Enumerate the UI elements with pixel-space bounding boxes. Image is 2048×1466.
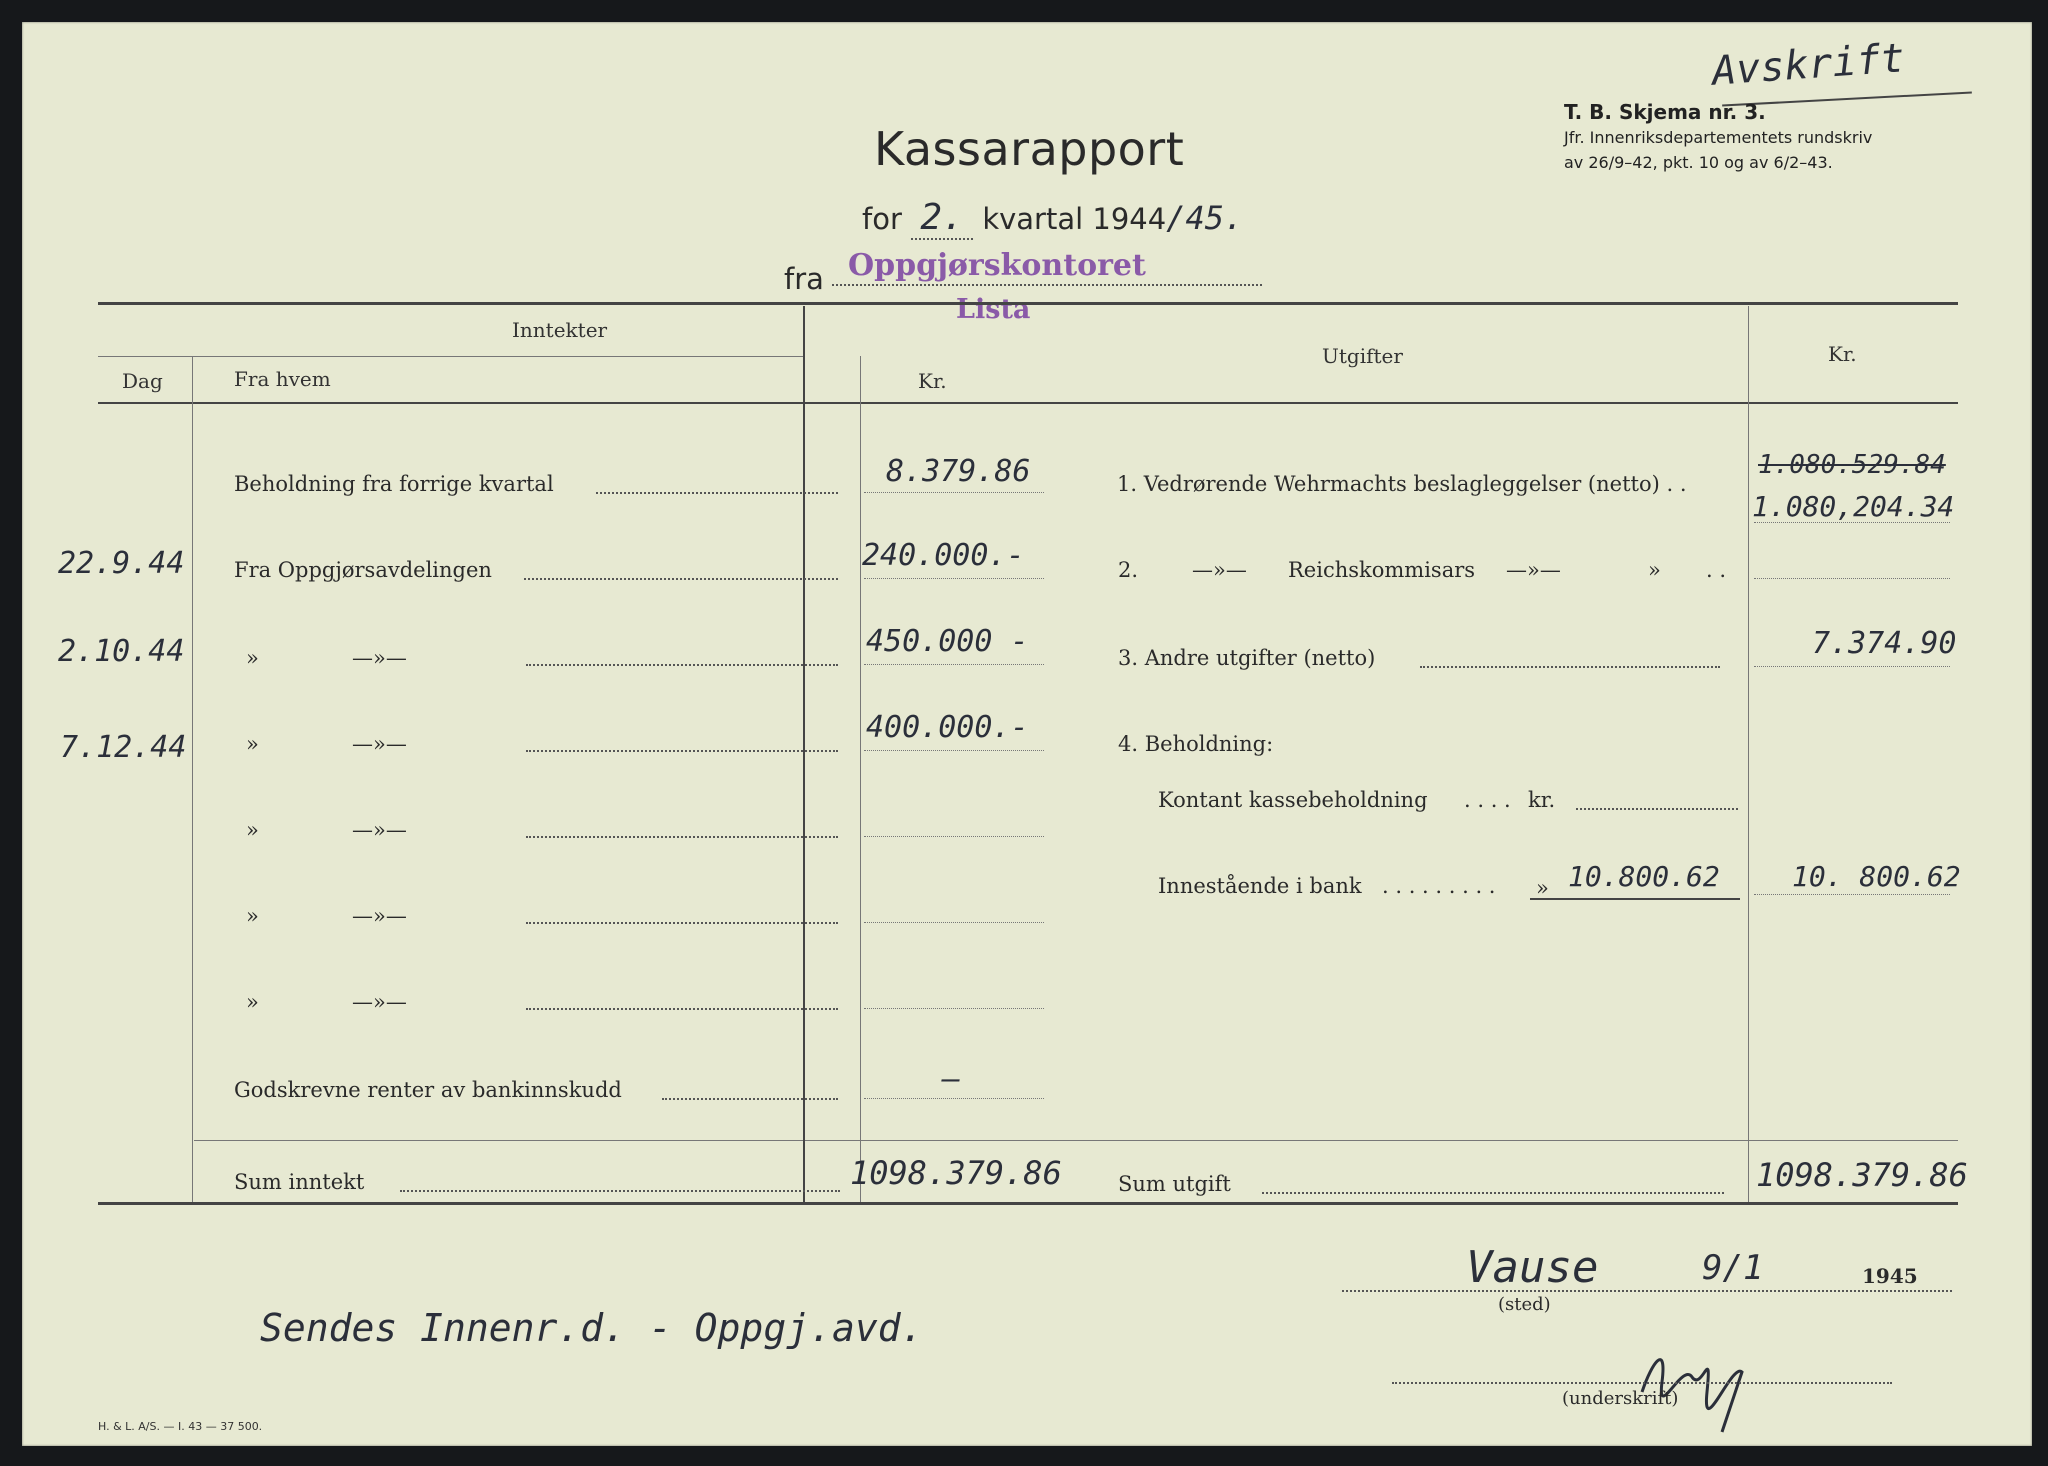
utgifter-header: Utgifter [1322, 344, 1403, 368]
schema-number: T. B. Skjema nr. 3. [1564, 100, 1766, 124]
place-handwritten: Vause [1466, 1242, 1599, 1293]
ditto-mark: » [1648, 558, 1661, 582]
expense-item-2-dots: . . [1706, 558, 1727, 582]
year-suffix: /45. [1166, 199, 1244, 237]
ditto-mark: » [246, 646, 259, 670]
bank-balance-total: 10. 800.62 [1792, 860, 1961, 893]
table-top-rule [98, 302, 1958, 305]
ditto-mark: » [1536, 876, 1549, 900]
dag-column-divider [192, 356, 193, 1202]
place-dotted-line [1342, 1290, 1952, 1292]
income-row-dots [524, 578, 838, 580]
bank-balance-underline [1530, 898, 1740, 900]
income-row-dots [526, 1008, 838, 1010]
income-row-label: Fra Oppgjørsavdelingen [234, 558, 492, 582]
sum-income-amount: 1098.379.86 [850, 1154, 1062, 1192]
fra-dotted-line [832, 284, 1262, 286]
schema-reference-2: av 26/9–42, pkt. 10 og av 6/2–43. [1564, 153, 1833, 172]
income-row-dots [526, 750, 838, 752]
quarter-line [862, 197, 1243, 240]
sum-row-rule [194, 1140, 1958, 1141]
income-row-day: 7.12.44 [60, 730, 187, 765]
inntekter-header: Inntekter [512, 318, 608, 342]
income-amount-rule [864, 836, 1044, 837]
income-row-amount: 240.000.- [862, 538, 1025, 573]
expense-item-3-amount: 7.374.90 [1812, 626, 1957, 661]
year-printed: 1945 [1862, 1264, 1918, 1288]
income-row-dots [526, 836, 838, 838]
expense-item-1-struck-amount: 1.080.529.84 [1758, 450, 1946, 480]
signature-dotted-line [1392, 1382, 1892, 1384]
kvartal-label: kvartal 1944 [982, 202, 1167, 236]
sum-expense-dots [1262, 1192, 1724, 1194]
ditto-mark: —»— [1506, 558, 1561, 582]
table-header-rule [98, 402, 1958, 404]
fra-label: fra [784, 262, 824, 296]
expense-item-2-number: 2. [1118, 558, 1139, 582]
place-stamp: Lista [956, 294, 1031, 325]
sum-income-label: Sum inntekt [234, 1170, 365, 1194]
expense-amount-rule [1754, 894, 1950, 895]
sted-label: (sted) [1498, 1294, 1551, 1315]
cash-balance-dots: . . . . [1464, 788, 1511, 812]
ditto-mark: » [246, 904, 259, 928]
income-row-dots [526, 922, 838, 924]
interest-dots [662, 1098, 838, 1100]
office-stamp: Oppgjørskontoret [848, 248, 1146, 283]
handwritten-routing-note: Sendes Innenr.d. - Oppgj.avd. [260, 1306, 924, 1350]
expense-item-3: 3. Andre utgifter (netto) [1118, 646, 1376, 670]
interest-amount: — [942, 1062, 961, 1097]
cash-balance-line [1576, 808, 1738, 810]
expense-amount-rule [1754, 522, 1950, 523]
income-amount-rule [864, 578, 1044, 579]
cash-balance-label: Kontant kassebeholdning [1158, 788, 1428, 812]
income-row-day: 2.10.44 [58, 634, 185, 669]
income-row-day: 22.9.44 [58, 546, 185, 581]
inntekter-header-rule [98, 356, 804, 357]
ditto-mark: » [246, 990, 259, 1014]
bank-balance-amount: 10.800.62 [1568, 860, 1720, 893]
ditto-mark: » [246, 732, 259, 756]
interest-label: Godskrevne renter av bankinnskudd [234, 1078, 622, 1102]
for-prefix: for [862, 202, 902, 236]
income-amount-rule [864, 1098, 1044, 1099]
document-title: Kassarapport [874, 122, 1185, 176]
income-amount-rule [864, 922, 1044, 923]
sum-expense-label: Sum utgift [1118, 1172, 1231, 1196]
ditto-mark: —»— [1192, 558, 1247, 582]
ditto-mark: —»— [352, 646, 407, 670]
income-amount-rule [864, 492, 1044, 493]
expense-item-1-amount: 1.080,204.34 [1752, 490, 1955, 523]
expense-amount-rule [1754, 578, 1950, 579]
ditto-mark: —»— [352, 990, 407, 1014]
bank-balance-dots: . . . . . . . . . [1382, 874, 1496, 898]
expense-amount-rule [1754, 666, 1950, 667]
expense-item-4: 4. Beholdning: [1118, 732, 1274, 756]
copy-note-handwritten: Avskrift [1710, 35, 1907, 95]
ditto-mark: —»— [352, 732, 407, 756]
ditto-mark: —»— [352, 904, 407, 928]
income-row-dots [526, 664, 838, 666]
expense-item-2-label: Reichskommisars [1288, 558, 1476, 582]
quarter-value: 2. [911, 197, 973, 240]
sum-expense-amount: 1098.379.86 [1756, 1156, 1968, 1194]
fra-hvem-header: Fra hvem [234, 367, 331, 391]
kr-right-header: Kr. [1828, 342, 1857, 366]
income-row-amount: 450.000 - [866, 624, 1029, 659]
center-divider [803, 306, 805, 1202]
income-amount-rule [864, 1008, 1044, 1009]
document-sheet [22, 22, 2032, 1446]
income-row-amount: 8.379.86 [886, 454, 1031, 489]
printer-imprint: H. & L. A/S. — I. 43 — 37 500. [98, 1420, 263, 1433]
ditto-mark: » [246, 818, 259, 842]
signature-label: (underskrift) [1562, 1388, 1679, 1409]
bank-balance-label: Innestående i bank [1158, 874, 1362, 898]
dag-header: Dag [122, 369, 163, 393]
sum-income-dots [400, 1190, 840, 1192]
income-row-amount: 400.000.- [866, 710, 1029, 745]
income-amount-rule [864, 750, 1044, 751]
income-row-label: Beholdning fra forrige kvartal [234, 472, 554, 496]
cash-balance-kr: kr. [1528, 788, 1556, 812]
income-amount-rule [864, 664, 1044, 665]
kr-right-column-divider [1748, 306, 1749, 1202]
income-row-dots [596, 492, 838, 494]
expense-item-3-dots [1420, 666, 1720, 668]
date-handwritten: 9/1 [1702, 1248, 1764, 1288]
ditto-mark: —»— [352, 818, 407, 842]
kr-left-column-divider [860, 356, 861, 1202]
schema-reference-1: Jfr. Innenriksdepartementets rundskriv [1564, 128, 1873, 147]
table-bottom-rule [98, 1202, 1958, 1205]
expense-item-1: 1. Vedrørende Wehrmachts beslagleggelser (netto) . . [1117, 472, 1687, 496]
kr-left-header: Kr. [918, 369, 947, 393]
